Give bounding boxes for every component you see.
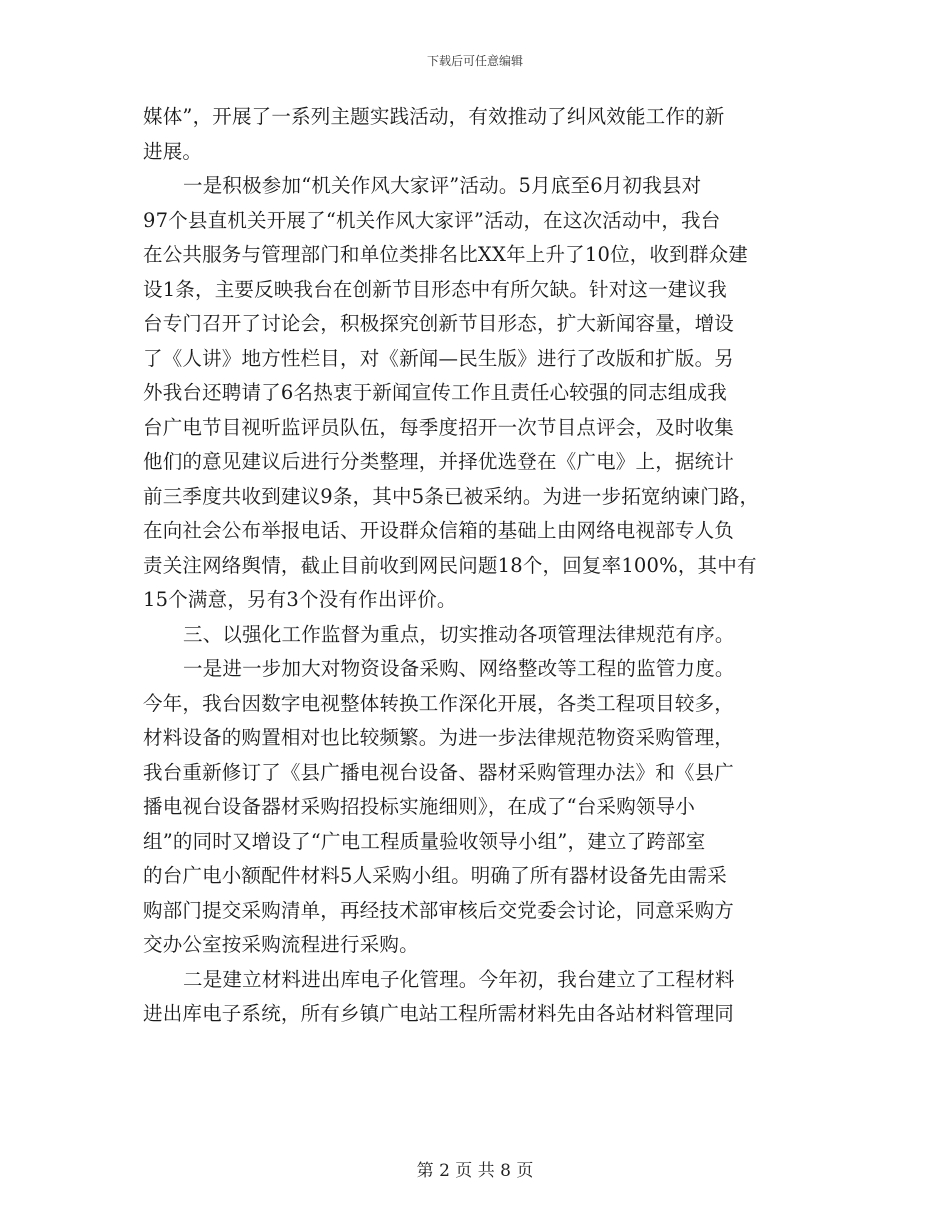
text-line: 了《人讲》地方性栏目，对《新闻—民生版》进行了改版和扩版。另 xyxy=(143,346,735,370)
text-line: 15个满意，另有3个没有作出评价。 xyxy=(143,588,457,611)
text-line: 设1条，主要反映我台在创新节目形态中有所欠缺。针对这一建议我 xyxy=(143,277,727,301)
text-line: 媒体”，开展了一系列主题实践活动，有效推动了纠风效能工作的新 xyxy=(143,105,725,128)
text-line: 购部门提交采购清单，再经技术部审核后交党委会讨论，同意采购方 xyxy=(143,898,735,922)
text-line: 进出库电子系统，所有乡镇广电站工程所需材料先由各站材料管理同 xyxy=(143,1002,735,1025)
text-line: 责关注网络舆情，截止目前收到网民问题18个，回复率100%，其中有 xyxy=(143,553,757,577)
text-line: 在向社会公布举报电话、开设群众信箱的基础上由网络电视部专人负 xyxy=(143,519,735,542)
text-line: 在公共服务与管理部门和单位类排名比XX年上升了10位，收到群众建 xyxy=(143,243,748,266)
text-line: 一是进一步加大对物资设备采购、网络整改等工程的监管力度。 xyxy=(183,657,735,680)
text-line: 交办公室按采购流程进行采购。 xyxy=(143,933,419,956)
text-line: 97个县直机关开展了“机关作风大家评”活动，在这次活动中，我台 xyxy=(143,208,721,232)
text-line: 进展。 xyxy=(143,139,203,163)
text-line: 今年，我台因数字电视整体转换工作深化开展，各类工程项目较多， xyxy=(143,691,735,715)
text-line: 三、以强化工作监督为重点，切实推动各项管理法律规范有序。 xyxy=(183,622,735,646)
text-line: 外我台还聘请了6名热衷于新闻宣传工作且责任心较强的同志组成我 xyxy=(143,381,727,404)
text-line: 台专门召开了讨论会，积极探究创新节目形态，扩大新闻容量，增设 xyxy=(143,312,735,335)
text-line: 组”的同时又增设了“广电工程质量验收领导小组”，建立了跨部室 xyxy=(143,829,706,853)
text-line: 他们的意见建议后进行分类整理，并择优选登在《广电》上，据统计 xyxy=(143,450,735,473)
text-line: 的台广电小额配件材料5人采购小组。明确了所有器材设备先由需采 xyxy=(143,864,727,887)
text-line: 前三季度共收到建议9条，其中5条已被采纳。为进一步拓宽纳谏门路， xyxy=(143,484,760,508)
document-body xyxy=(143,100,833,1032)
text-line: 台广电节目视听监评员队伍，每季度招开一次节目点评会，及时收集 xyxy=(143,415,735,439)
text-line: 材料设备的购置相对也比较频繁。为进一步法律规范物资采购管理， xyxy=(143,726,735,749)
page-number: 第 2 页 共 8 页 xyxy=(416,1161,534,1181)
text-line: 二是建立材料进出库电子化管理。今年初，我台建立了工程材料 xyxy=(183,967,735,991)
text-line: 我台重新修订了《县广播电视台设备、器材采购管理办法》和《县广 xyxy=(143,760,735,784)
text-line: 播电视台设备器材采购招投标实施细则》，在成了“台采购领导小 xyxy=(143,795,696,818)
page-header: 下载后可任意编辑 xyxy=(426,54,523,68)
text-line: 一是积极参加“机关作风大家评”活动。5月底至6月初我县对 xyxy=(183,174,702,197)
